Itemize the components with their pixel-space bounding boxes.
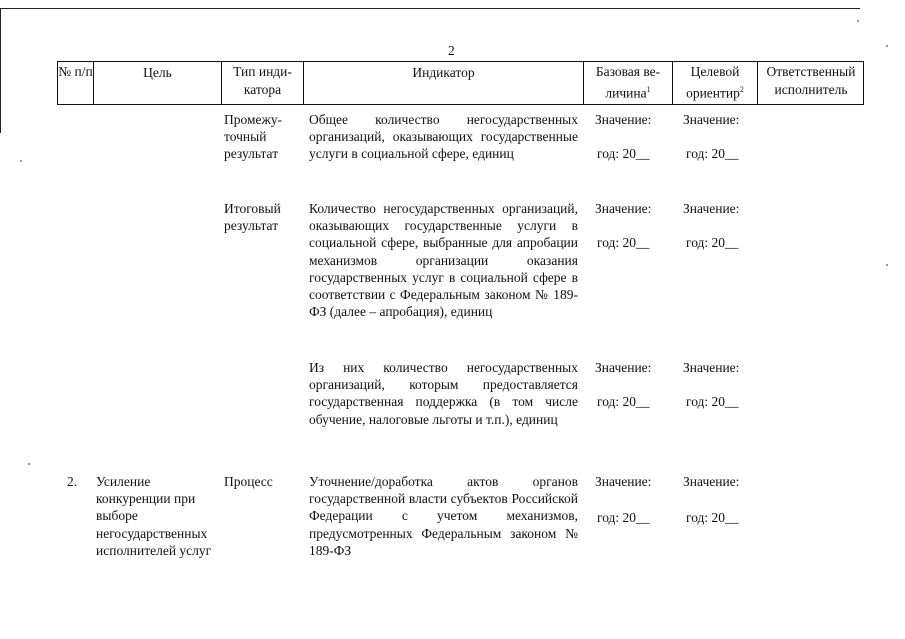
row2-target-year: год: 20__ (686, 235, 739, 250)
row1-base-year: год: 20__ (597, 146, 650, 161)
row4-target-year: год: 20__ (686, 510, 739, 525)
row1-base-value: Значение: (595, 112, 652, 127)
row2-target-value: Значение: (683, 201, 740, 216)
header-divider (583, 61, 584, 105)
row3-base-value: Значение: (595, 360, 652, 375)
row1-target-value: Значение: (683, 112, 740, 127)
row4-indicator: Уточнение/доработка актов органов государственной власти субъектов Российской Федерации с учетом механизмов, предусмотренных Федеральным законом № 189-ФЗ (309, 474, 578, 558)
header-indicator: Индикатор (412, 65, 475, 80)
row1-type: Промежу- точный результат (224, 112, 283, 162)
header-goal: Цель (143, 65, 172, 80)
scan-speck (20, 160, 22, 162)
row3-base-year: год: 20__ (597, 394, 650, 409)
header-num: № п/п (58, 64, 93, 79)
row2-base-value: Значение: (595, 201, 652, 216)
page-number: 2 (448, 43, 455, 58)
header-type: Тип инди- катора (233, 64, 292, 97)
row4-goal: Усиление конкуренции при выборе негосударственных исполнителей услуг (96, 474, 212, 558)
row2-type: Итоговый результат (224, 201, 281, 234)
scan-speck (886, 45, 888, 47)
scan-speck (28, 463, 30, 465)
row4-type: Процесс (224, 474, 273, 489)
row4-base-value: Значение: (595, 474, 652, 489)
row4-target-value: Значение: (683, 474, 740, 489)
row3-target-year: год: 20__ (686, 394, 739, 409)
row4-base-year: год: 20__ (597, 510, 650, 525)
header-base: Базовая ве- личина$^1$ (595, 64, 661, 101)
row2-indicator: Количество негосударственных организаций, оказывающих государственные услуги в социальной сфере, выбранные для апробации механизмов организации оказания государственных услуг в социальной сфере в соответствии с Федеральным законом № 189-ФЗ (далее – апробация), единиц (309, 201, 578, 320)
row1-indicator: Общее количество негосударственных организаций, оказывающих государственные услуги в социальной сфере, единиц (309, 112, 578, 162)
scan-speck (886, 264, 888, 266)
row3-target-value: Значение: (683, 360, 740, 375)
row4-num: 2. (67, 474, 78, 489)
row2-base-year: год: 20__ (597, 235, 650, 250)
row1-target-year: год: 20__ (686, 146, 739, 161)
header-responsible: Ответственный исполнитель (766, 64, 856, 97)
header-target: Целевой ориентир$^2$ (686, 64, 744, 101)
page-edge-top (0, 8, 860, 9)
scan-speck (857, 20, 859, 22)
row3-indicator: Из них количество негосударственных организаций, которым предоставляется государственная поддержка (в том числе обучение, налоговые льготы и т.п.), единиц (309, 360, 578, 427)
page-edge-left (0, 8, 1, 133)
